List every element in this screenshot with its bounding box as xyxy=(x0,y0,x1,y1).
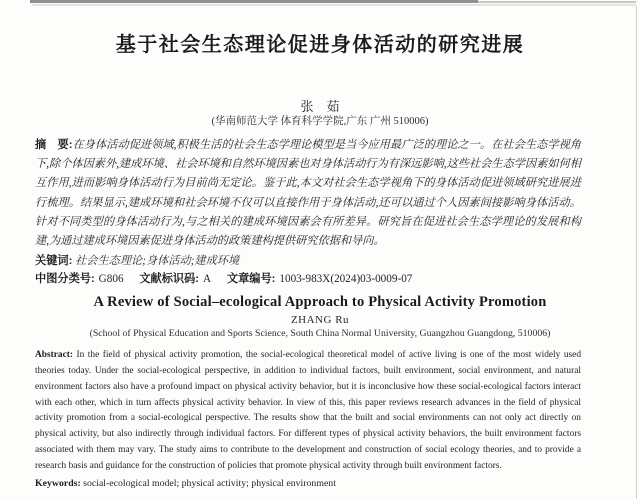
article-id-label: 文章编号: xyxy=(226,273,276,286)
abstract-paragraph-en xyxy=(35,348,581,475)
author-name-en: ZHANG Ru xyxy=(290,314,350,326)
article-title-en: A Review of Social–ecological Approach to Physical Activity Promotion xyxy=(93,294,547,310)
keywords-label-en: Keywords: xyxy=(35,477,81,489)
abstract-label-cn: 摘 要: xyxy=(35,139,73,151)
affiliation-cn: (华南师范大学 体育科学学院,广东 广州 510006) xyxy=(211,116,429,127)
article-title-cn: 基于社会生态理论促进身体活动的研究进展 xyxy=(115,34,525,56)
keywords-value-en: social-ecological model; physical activity; physical environment xyxy=(83,477,336,489)
document-code-value: A xyxy=(203,273,212,286)
english-abstract-section xyxy=(35,348,581,492)
document-code-label: 文献标识码: xyxy=(139,273,200,286)
abstract-text-cn: 在身体活动促进领域,积极生活的社会生态学理论模型是当今应用最广泛的理论之一。在社会生态学视角下,除个体因素外,建成环境、社会环境和自然环境因素也对身体活动行为有深远影响,这些社会生态学因素如何相互作用,进而影响身体活动行为目前尚无定论。鉴于此,本文对社会生态学视角下的身体活动促进领域研究进展进行梳理。结果显示,建成环境和社会环境不仅可以直接作用于身体活动,还可以通过个人因素间接影响身体活动。针对不同类型的身体活动行为,与之相关的建成环境因素会有所差异。研究旨在促进社会生态学理论的发展和构建,为通过建成环境因素促进身体活动的政策建构提供研究依据和导向。 xyxy=(35,139,581,248)
keywords-line-cn xyxy=(35,252,581,271)
scan-edge-right xyxy=(636,6,637,499)
affiliation-en: (School of Physical Education and Sports Science, South China Normal University, Guangzhou Guangdong, 510006) xyxy=(89,328,551,339)
scan-edge-top-light xyxy=(32,4,636,6)
article-id-group xyxy=(227,273,412,285)
document-code-group xyxy=(139,273,211,285)
author-name-cn: 张 茹 xyxy=(300,99,340,114)
clc-number-value: G806 xyxy=(98,273,124,286)
abstract-label-en: Abstract: xyxy=(35,350,74,360)
keywords-line-en xyxy=(35,476,581,492)
clc-number-label: 中图分类号: xyxy=(35,273,95,286)
abstract-text-en: In the field of physical activity promotion, the social-ecological theoretical model of active living is one of the most widely used theories today. Under the social-ecological perspective, in addition to individual factors, built environment, social environment, and natural environment factors also have a profound impact on physical activity behavior, but it is inconclusive how these social-ecological factors interact with each other, which in turn affects physical activity behavior. In view of this, this paper reviews research advances in the field of physical activity promotion from a social-ecological perspective. The results show that the built and social environments can not only act directly on physical activity, but also indirectly through individual factors. For different types of physical activity behaviors, the built environment factors associated with them may vary. The study aims to contribute to the development and construction of social ecology theories, and to provide a research basis and guidance for the construction of policies that promote physical activity through built environment factors. xyxy=(35,350,582,471)
keywords-label-cn: 关键词: xyxy=(35,254,73,267)
scan-edge-top-mid xyxy=(478,1,636,3)
chinese-abstract-section xyxy=(35,136,581,289)
keywords-value-cn: 社会生态理论;身体活动;建成环境 xyxy=(75,254,240,267)
abstract-paragraph-cn xyxy=(35,136,581,251)
clc-number-group xyxy=(35,273,124,285)
scan-edge-top-dark xyxy=(30,0,478,3)
classification-line xyxy=(35,270,581,289)
article-id-value: 1003-983X(2024)03-0009-07 xyxy=(279,273,413,286)
